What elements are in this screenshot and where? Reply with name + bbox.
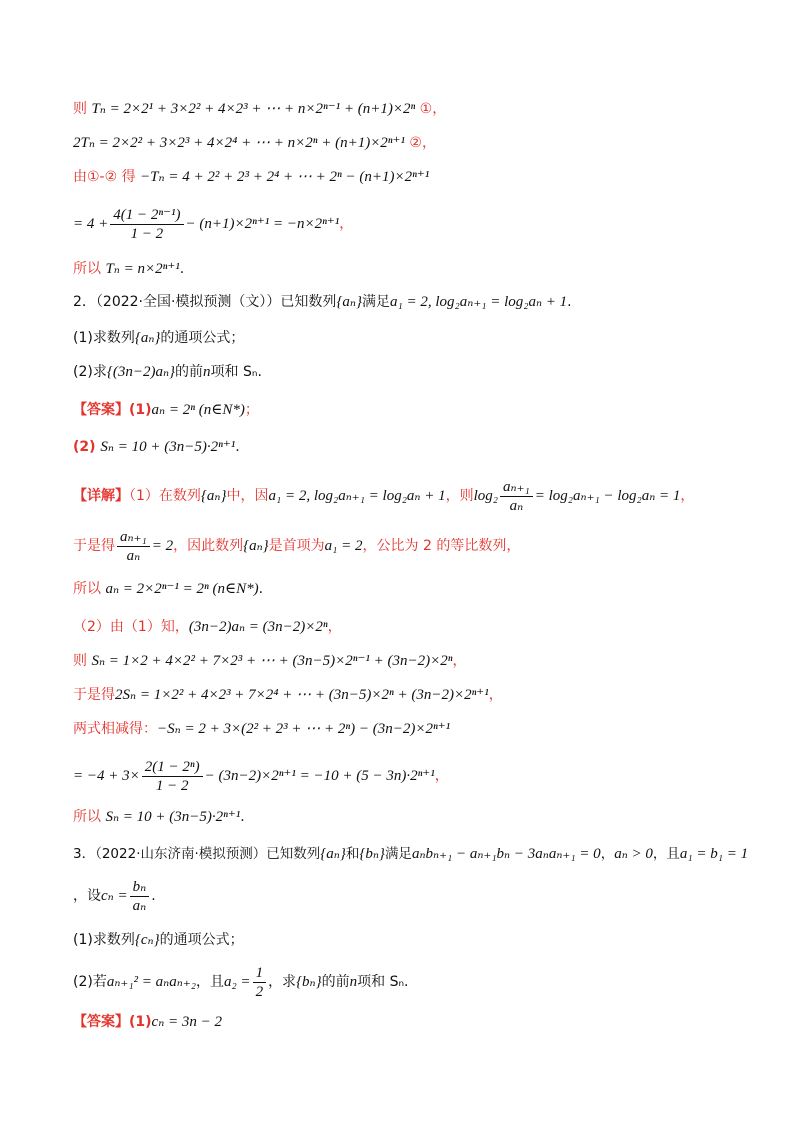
fraction-denominator: 2 <box>255 983 264 1000</box>
text: ，且 <box>652 846 680 862</box>
equation: {aₙ} <box>134 330 161 346</box>
text-prefix: (1)求数列 <box>73 330 135 346</box>
text-prefix: 两式相减得： <box>73 721 157 737</box>
text-prefix: (2) <box>73 439 101 455</box>
text: ，因此数列 <box>173 538 244 554</box>
equation: {cₙ} <box>134 932 160 948</box>
fraction <box>117 528 150 565</box>
problem-3-definition <box>73 876 760 916</box>
problem-2-statement <box>73 291 760 313</box>
text: ，则 <box>445 488 474 504</box>
problem-3-part-2 <box>73 962 760 1002</box>
solution-line-4 <box>73 204 760 244</box>
text-suffix: . <box>240 809 245 825</box>
equation: cₙ = 3n − 2 <box>151 1014 223 1030</box>
text-suffix: . <box>179 261 185 277</box>
fraction <box>110 206 183 243</box>
fraction-numerator: 2(1 − 2ⁿ) <box>142 758 203 777</box>
equation: aₙbₙ₊₁ − aₙ₊₁bₙ − 3aₙaₙ₊₁ = 0 <box>411 846 601 862</box>
answer-tag: 【答案】 <box>73 1014 129 1030</box>
equation: {aₙ} <box>243 538 269 554</box>
text-prefix: (1) <box>129 402 152 418</box>
equation: Tₙ = 2×2¹ + 3×2² + 4×2³ + ⋯ + n×2ⁿ⁻¹ + (n+1)×2ⁿ <box>91 101 416 117</box>
text-suffix: 项和 Sₙ. <box>210 364 262 380</box>
text-prefix: 所以 <box>73 581 106 597</box>
equation-part: = log₂aₙ₊₁ − log₂aₙ = 1 <box>534 488 681 504</box>
fraction-denominator: aₙ <box>126 547 141 564</box>
detail-line-2 <box>73 526 760 566</box>
equation: a₁ = 2, log₂aₙ₊₁ = log₂aₙ + 1 <box>268 488 446 504</box>
solution-line-5 <box>73 258 760 280</box>
text-suffix: ； <box>244 402 259 418</box>
equation: Sₙ = 10 + (3n−5)·2ⁿ⁺¹ <box>105 809 241 825</box>
problem-2-part-1 <box>73 327 760 349</box>
text-prefix: (1) <box>129 1014 152 1030</box>
equation: cₙ = <box>101 888 128 904</box>
text-suffix: ， <box>452 653 467 669</box>
problem-3-statement <box>73 843 760 865</box>
text: ， <box>600 846 615 862</box>
problem-2-part-2 <box>73 361 760 383</box>
fraction <box>500 478 533 515</box>
fraction-numerator: aₙ₊₁ <box>117 528 150 547</box>
text-prefix: (1)求数列 <box>73 932 135 948</box>
equation: 2Sₙ = 1×2² + 4×2³ + 7×2⁴ + ⋯ + (3n−5)×2ⁿ + (3n−2)×2ⁿ⁺¹ <box>115 687 489 703</box>
equation: aₙ = 2×2ⁿ⁻¹ = 2ⁿ (n∈N*) <box>105 581 259 597</box>
equation: a₁ = b₁ = 1 <box>679 846 749 862</box>
text-prefix: (2)求 <box>73 364 107 380</box>
text-suffix: ②， <box>404 135 436 151</box>
text-prefix: （2）由（1）知， <box>73 619 189 635</box>
equation: Sₙ = 10 + (3n−5)·2ⁿ⁺¹ <box>100 439 236 455</box>
fraction-numerator: 1 <box>253 964 267 983</box>
problem-3-part-1 <box>73 929 760 951</box>
text: 和 <box>345 846 360 862</box>
equation: {aₙ} <box>336 294 363 310</box>
text-suffix: ，公比为 2 的等比数列， <box>362 538 521 554</box>
equation: a₁ = 2 <box>324 538 363 554</box>
text-suffix: 的通项公式； <box>159 932 244 948</box>
detail-line-1 <box>73 476 760 516</box>
equation: {bₙ} <box>296 974 322 990</box>
text-prefix: 由①-② 得 <box>73 169 141 185</box>
solution-line-1 <box>73 98 760 120</box>
detail-line-5 <box>73 650 760 672</box>
fraction-denominator: aₙ <box>132 897 147 914</box>
text-prefix: (2)若 <box>73 974 107 990</box>
fraction <box>142 758 203 795</box>
fraction-numerator: 4(1 − 2ⁿ⁻¹) <box>110 206 183 225</box>
text-suffix: ， <box>680 488 695 504</box>
text-suffix: . <box>258 581 264 597</box>
text-prefix: 3．（2022·山东济南·模拟预测）已知数列 <box>73 846 321 862</box>
text: ，求 <box>268 974 297 990</box>
detail-line-6 <box>73 684 760 706</box>
equation: 2Tₙ = 2×2² + 3×2³ + 4×2⁴ + ⋯ + n×2ⁿ + (n+1)×2ⁿ⁺¹ <box>73 135 405 151</box>
equation-part: − (n+1)×2ⁿ⁺¹ = −n×2ⁿ⁺¹ <box>185 216 340 232</box>
equation: n <box>203 364 211 380</box>
detail-line-3 <box>73 578 760 600</box>
text-prefix: ，设 <box>73 888 101 904</box>
text: 是首项为 <box>268 538 325 554</box>
answer-line-1 <box>73 399 760 421</box>
answer-line-2 <box>73 436 760 458</box>
text-suffix: ， <box>434 768 449 784</box>
equation-part: = 4 + <box>73 216 109 232</box>
detail-line-9 <box>73 806 760 828</box>
text-prefix: 则 <box>73 101 92 117</box>
equation: a₂ = <box>223 974 251 990</box>
fraction-denominator: 1 − 2 <box>130 225 164 242</box>
text-prefix: 所以 <box>73 809 106 825</box>
equation-part: = −4 + 3× <box>73 768 140 784</box>
text-prefix: 所以 <box>73 261 106 277</box>
equation: Tₙ = n×2ⁿ⁺¹ <box>105 261 180 277</box>
text: 满足 <box>384 846 412 862</box>
equation: {(3n−2)aₙ} <box>106 364 176 380</box>
text-suffix: . <box>151 888 156 904</box>
detail-line-4 <box>73 616 760 638</box>
text-suffix: . <box>235 439 240 455</box>
equation: n <box>349 974 358 990</box>
text: 满足 <box>362 294 391 310</box>
text-suffix: 项和 Sₙ. <box>357 974 409 990</box>
equation: Sₙ = 1×2 + 4×2² + 7×2³ + ⋯ + (3n−5)×2ⁿ⁻¹ + (3n−2)×2ⁿ <box>91 653 453 669</box>
text-prefix: 于是得 <box>73 538 115 554</box>
text: ，且 <box>195 974 224 990</box>
equation: aₙ > 0 <box>614 846 653 862</box>
text: 的前 <box>321 974 350 990</box>
detail-line-7 <box>73 718 760 740</box>
equation: aₙ₊₁² = aₙaₙ₊₂ <box>106 974 196 990</box>
detail-tag: 【详解】 <box>73 488 129 504</box>
text-prefix: （1）在数列 <box>129 488 201 504</box>
text-prefix: 则 <box>73 653 92 669</box>
text-suffix: . <box>567 294 572 310</box>
fraction-numerator: bₙ <box>130 878 150 897</box>
text: 中，因 <box>226 488 269 504</box>
equation: {bₙ} <box>359 846 385 862</box>
fraction <box>253 964 267 1001</box>
fraction-denominator: aₙ <box>509 497 524 514</box>
text: 的前 <box>175 364 204 380</box>
equation: aₙ = 2ⁿ (n∈N*) <box>151 402 245 418</box>
text-suffix: ①， <box>415 101 447 117</box>
fraction <box>130 878 150 915</box>
text-suffix: 的通项公式； <box>160 330 245 346</box>
solution-line-2 <box>73 132 760 154</box>
detail-line-8 <box>73 756 760 796</box>
equation: {aₙ} <box>320 846 346 862</box>
equation: −Sₙ = 2 + 3×(2² + 2³ + ⋯ + 2ⁿ) − (3n−2)×2ⁿ⁺¹ <box>157 721 451 737</box>
equation-part: − (3n−2)×2ⁿ⁺¹ = −10 + (5 − 3n)·2ⁿ⁺¹ <box>204 768 435 784</box>
equation: (3n−2)aₙ = (3n−2)×2ⁿ <box>188 619 328 635</box>
text-suffix: ， <box>488 687 503 703</box>
equation: = 2 <box>151 538 174 554</box>
text-prefix: 2．（2022·全国·模拟预测（文））已知数列 <box>73 294 337 310</box>
solution-line-3 <box>73 166 760 188</box>
fraction-numerator: aₙ₊₁ <box>500 478 533 497</box>
problem-3-answer <box>73 1011 760 1033</box>
fraction-denominator: 1 − 2 <box>155 777 189 794</box>
text-suffix: ， <box>327 619 342 635</box>
equation: −Tₙ = 4 + 2² + 2³ + 2⁴ + ⋯ + 2ⁿ − (n+1)×2ⁿ⁺¹ <box>140 169 430 185</box>
text-suffix: ， <box>339 216 354 232</box>
text-prefix: 于是得 <box>73 687 115 703</box>
answer-tag: 【答案】 <box>73 402 129 418</box>
equation: {aₙ} <box>200 488 227 504</box>
equation: a₁ = 2, log₂aₙ₊₁ = log₂aₙ + 1 <box>390 294 568 310</box>
equation-part: log₂ <box>473 488 499 504</box>
